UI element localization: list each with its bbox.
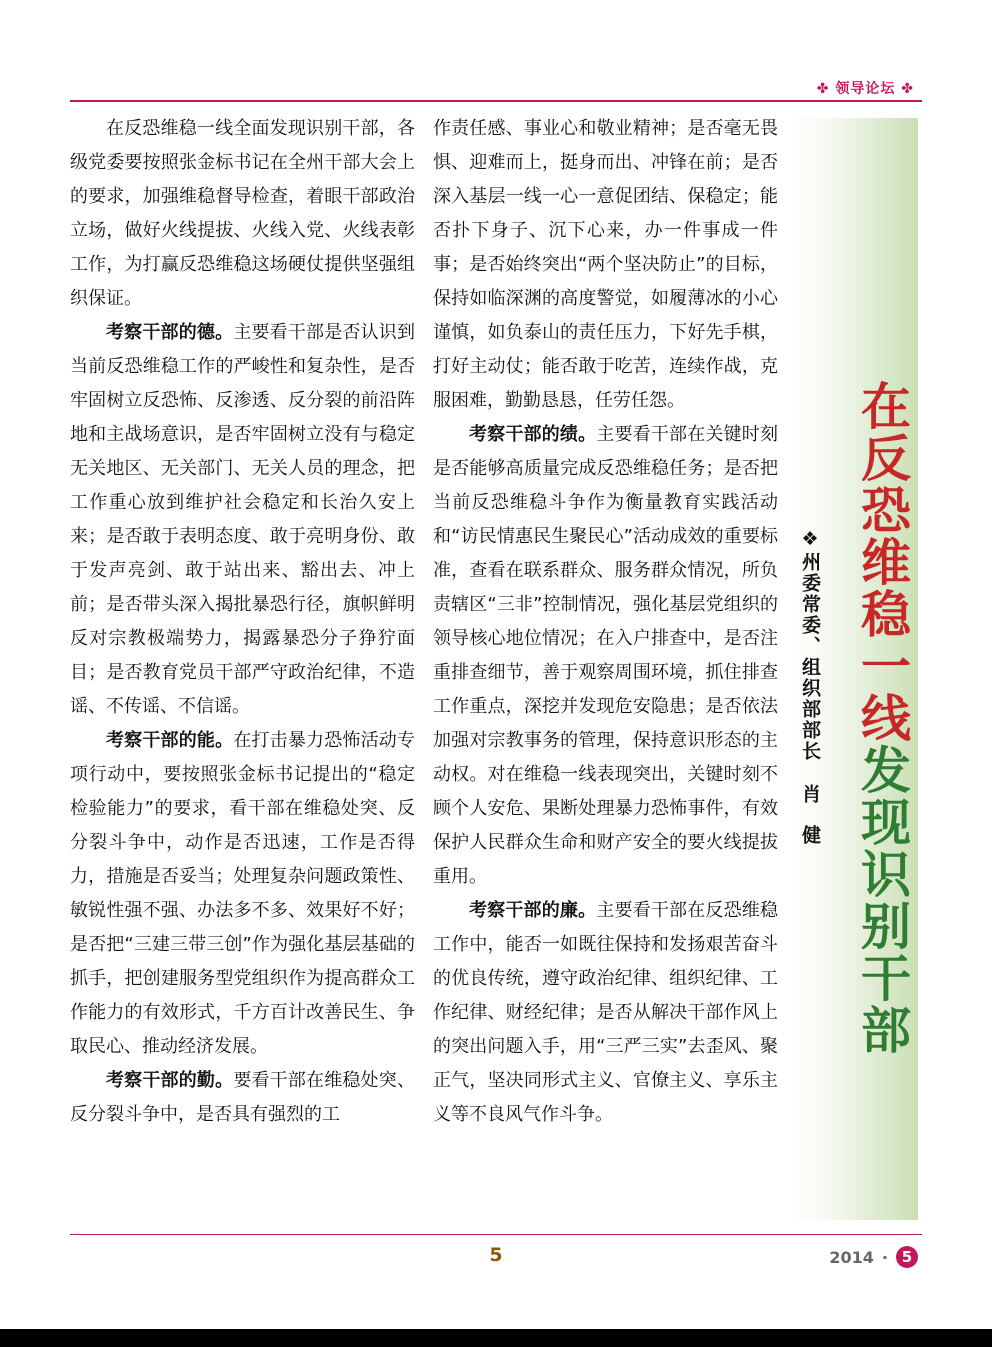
paragraph-text: 作责任感、事业心和敬业精神；是否毫无畏惧、迎难而上，挺身而出、冲锋在前；是否深入基层一线一心一意促团结、保稳定；能否扑下身子、沉下心来，办一件事成一件事；是否始终突出“两个坚决防止”的目标，保持如临深渊的高度警觉，如履薄冰的小心谨慎，如负泰山的责任压力，下好先手棋，打好主动仗；能否敢于吃苦，连续作战，克服困难，勤勤恳恳，任劳任怨。 [433, 118, 778, 411]
issue-number-badge: 5 [896, 1246, 918, 1268]
header-divider [70, 100, 922, 102]
paragraph-text: 主要看干部是否认识到当前反恐维稳工作的严峻性和复杂性，是否牢固树立反恐怖、反渗透、反分裂的前沿阵地和主战场意识，是否牢固树立没有与稳定无关地区、无关部门、无关人员的理念，把工作重心放到维护社会稳定和长治久安上来；是否敢于表明态度、敢于亮明身份、敢于发声亮剑、敢于站出来、豁出去、冲上前；是否带头深入揭批暴恐行径，旗帜鲜明反对宗教极端势力，揭露暴恐分子狰狞面目；是否教育党员干部严守政治纪律，不造谣、不传谣、不信谣。 [70, 322, 415, 717]
paragraph-text: 在打击暴力恐怖活动专项行动中，要按照张金标书记提出的“稳定检验能力”的要求，看干部在维稳处突、反分裂斗争中，动作是否迅速，工作是否得力，措施是否妥当；处理复杂问题政策性、敏锐性强不强、办法多不多、效果好不好；是否把“三建三带三创”作为强化基层基础的抓手，把创建服务型党组织作为提高群众工作能力的有效形式，千方百计改善民生、争取民心、推动经济发展。 [70, 730, 415, 1057]
section-header [817, 78, 914, 98]
paragraph-lead: 考察干部的廉。 [469, 900, 597, 921]
title-red-part: 在反恐维稳 [853, 380, 911, 640]
author-byline [790, 528, 824, 866]
footer-divider [70, 1234, 922, 1235]
paragraph [70, 112, 415, 316]
paragraph [70, 1064, 415, 1132]
bottom-bar [0, 1329, 992, 1347]
left-column [70, 112, 415, 1132]
title-red-part: 一线 [853, 640, 911, 744]
paragraph-text: 主要看干部在反恐维稳工作中，能否一如既往保持和发扬艰苦奋斗的优良传统，遵守政治纪律、组织纪律、工作纪律、财经纪律；是否从解决干部作风上的突出问题入手，用“三严三实”去歪风、聚正气，坚决同形式主义、官僚主义、享乐主义等不良风气作斗争。 [433, 900, 778, 1125]
paragraph [433, 112, 778, 418]
paragraph [433, 418, 778, 894]
page-number: 5 [489, 1244, 503, 1266]
paragraph-lead: 考察干部的勤。 [106, 1070, 234, 1091]
paragraph-text: 要看干部在维稳处突、反分裂斗争中，是否具有强烈的工 [70, 1070, 415, 1125]
article-title [842, 380, 918, 1056]
author-role: 州委常委、组织部部长 [799, 552, 821, 762]
section-label: 领导论坛 [835, 81, 896, 97]
paragraph [433, 894, 778, 1132]
right-column [433, 112, 778, 1132]
author-name: 肖健 [799, 784, 821, 866]
paragraph-text: 主要看干部在关键时刻是否能够高质量完成反恐维稳任务；是否把当前反恐维稳斗争作为衡量教育实践活动和“访民情惠民生聚民心”活动成效的重要标准，查看在联系群众、服务群众情况，所负责辖区“三非”控制情况，强化基层党组织的领导核心地位情况；在入户排查中，是否注重排查细节，善于观察周围环境，抓住排查工作重点，深挖并发现危安隐患；是否依法加强对宗教事务的管理，保持意识形态的主动权。对在维稳一线表现突出，关键时刻不顾个人安危、果断处理暴力恐怖事件，有效保护人民群众生命和财产安全的要火线提拔重用。 [433, 424, 778, 887]
paragraph-lead: 考察干部的能。 [106, 730, 234, 751]
issue-year: 2014 [829, 1247, 874, 1267]
paragraph [70, 724, 415, 1064]
paragraph-lead: 考察干部的德。 [106, 322, 234, 343]
title-green-part: 发现识别干部 [853, 744, 911, 1056]
ornament-icon: ✤ [901, 81, 914, 97]
paragraph-lead: 考察干部的绩。 [469, 424, 597, 445]
issue-info [829, 1246, 918, 1268]
paragraph [70, 316, 415, 724]
diamond-icon: ❖ [799, 528, 821, 552]
paragraph-text: 在反恐维稳一线全面发现识别干部，各级党委要按照张金标书记在全州干部大会上的要求，加强维稳督导检查，着眼干部政治立场，做好火线提拔、火线入党、火线表彰工作，为打赢反恐维稳这场硬仗提供坚强组织保证。 [70, 118, 415, 309]
ornament-icon: ✤ [816, 81, 830, 97]
separator: · [881, 1247, 888, 1267]
